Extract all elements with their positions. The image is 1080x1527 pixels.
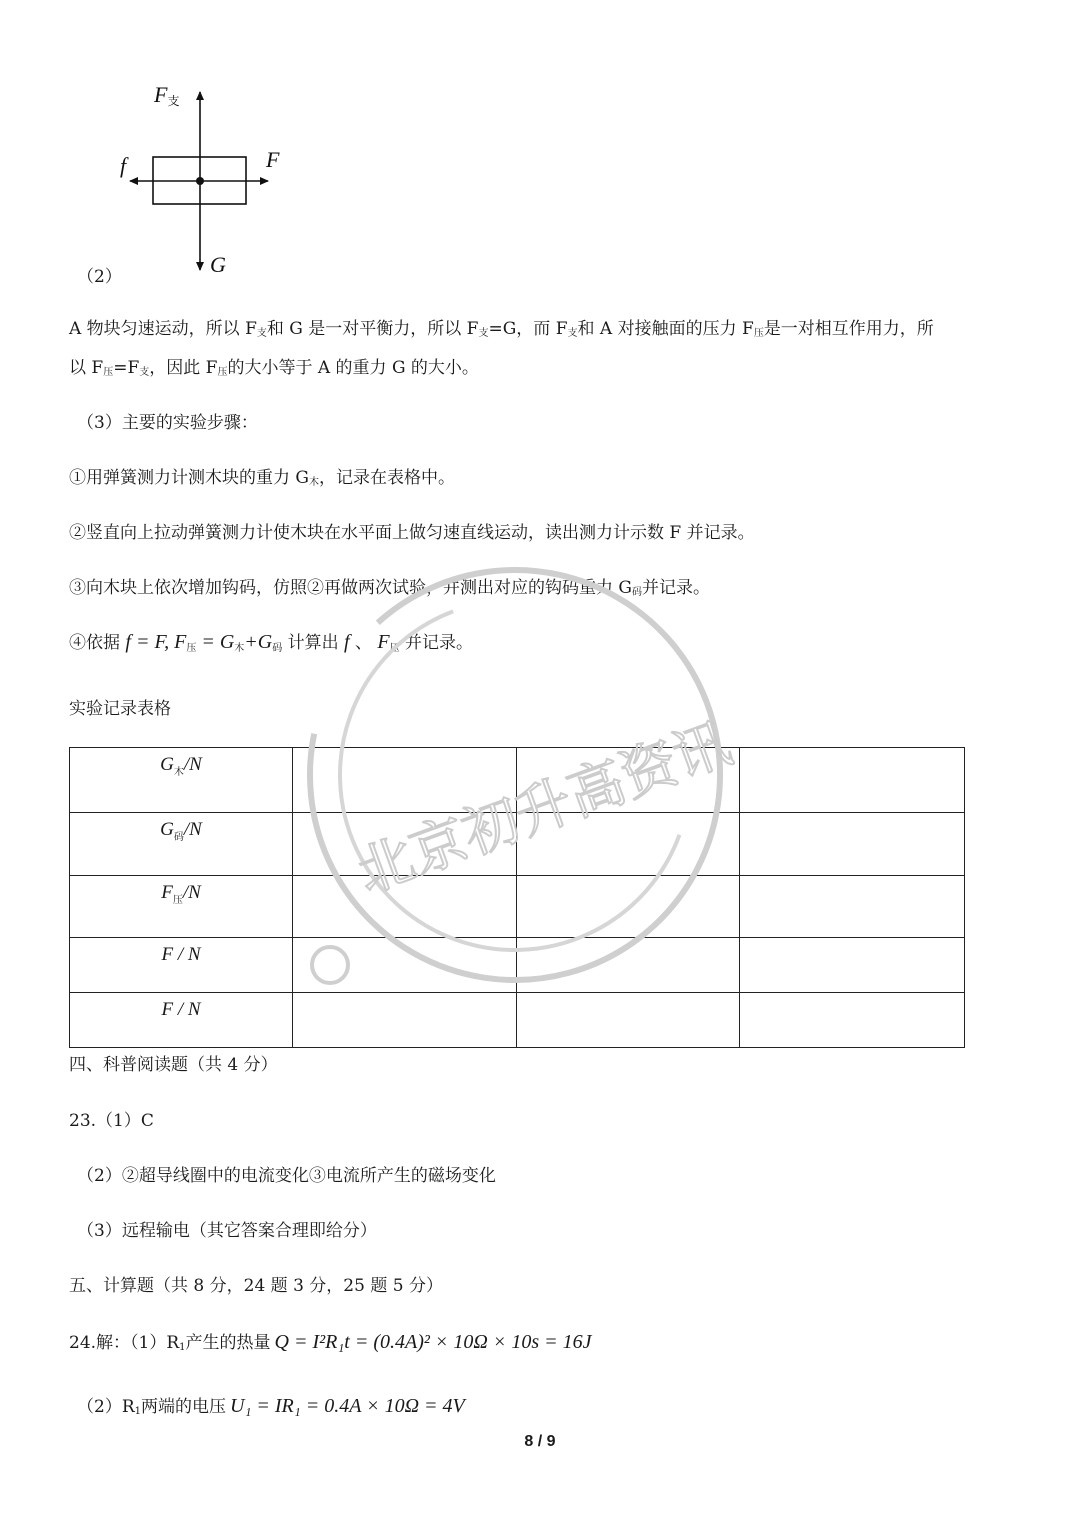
steps-title: （3）主要的实验步骤： xyxy=(77,413,258,433)
q23-part1: 23.（1）C xyxy=(69,1111,154,1131)
watermark-text: 北京初升高资讯 xyxy=(348,710,740,907)
explanation-line-2: 以 F压=F支，因此 F压的大小等于 A 的重力 G 的大小。 xyxy=(69,358,479,378)
table-row xyxy=(70,813,965,876)
table-cell xyxy=(293,813,517,876)
table-cell xyxy=(740,993,965,1048)
table-cell xyxy=(517,876,740,938)
table-cell xyxy=(517,813,740,876)
table-cell xyxy=(293,938,517,993)
table-cell xyxy=(517,748,740,813)
label-f: f xyxy=(120,153,127,178)
q24-part1: 24.解：（1）R1产生的热量 Q = I²R₁t = (0.4A)² × 10Ω × 10s = 16J xyxy=(69,1331,592,1353)
table-row xyxy=(70,876,965,938)
table-row xyxy=(70,993,965,1048)
row-header: F / N xyxy=(70,993,293,1048)
row-header: F / N xyxy=(70,938,293,993)
record-table xyxy=(69,747,965,1048)
table-row xyxy=(70,748,965,813)
table-cell xyxy=(517,993,740,1048)
q23-part2: （2）②超导线圈中的电流变化③电流所产生的磁场变化 xyxy=(77,1166,496,1186)
step-3: ③向木块上依次增加钩码，仿照②再做两次试验，并测出对应的钩码重力 G码并记录。 xyxy=(69,578,710,598)
label-fsupport: F支 xyxy=(154,82,180,108)
table-cell xyxy=(293,876,517,938)
table-cell xyxy=(293,993,517,1048)
center-point xyxy=(196,177,204,185)
item-label-2: （2） xyxy=(77,267,122,287)
row-header: $G_木/N$ xyxy=(70,748,293,813)
free-body-diagram xyxy=(110,80,310,280)
explanation-line-1: A 物块匀速运动，所以 F支和 G 是一对平衡力，所以 F支=G，而 F支和 A 对接触面的压力 F压是一对相互作用力，所 xyxy=(69,319,934,339)
q23-part3: （3）远程输电（其它答案合理即给分） xyxy=(77,1221,377,1241)
table-cell xyxy=(293,748,517,813)
label-F: F xyxy=(266,147,280,172)
step-4: ④依据 f = F, $F_压 = G_木+G_码$ 计算出 f 、 $F_压$ 并记录。 xyxy=(69,631,474,654)
table-cell xyxy=(740,938,965,993)
table-cell xyxy=(740,748,965,813)
step-2: ②竖直向上拉动弹簧测力计使木块在水平面上做匀速直线运动，读出测力计示数 F 并记录。 xyxy=(69,523,755,543)
table-cell xyxy=(740,813,965,876)
q24-part2: （2）R1两端的电压 U₁ = IR₁ = 0.4A × 10Ω = 4V xyxy=(77,1395,465,1417)
label-G: G xyxy=(210,252,226,277)
table-cell xyxy=(740,876,965,938)
table-title: 实验记录表格 xyxy=(69,699,171,719)
section-5-title: 五、计算题（共 8 分，24 题 3 分，25 题 5 分） xyxy=(69,1276,443,1296)
row-header: $G_码/N$ xyxy=(70,813,293,876)
section-4-title: 四、科普阅读题（共 4 分） xyxy=(69,1055,278,1075)
page-number: 8 / 9 xyxy=(524,1433,556,1450)
table-row xyxy=(70,938,965,993)
row-header: $F_压/N$ xyxy=(70,876,293,938)
label-fsupport-sub: 支 xyxy=(167,94,180,108)
table-cell xyxy=(517,938,740,993)
step-1: ①用弹簧测力计测木块的重力 G木，记录在表格中。 xyxy=(69,468,455,488)
